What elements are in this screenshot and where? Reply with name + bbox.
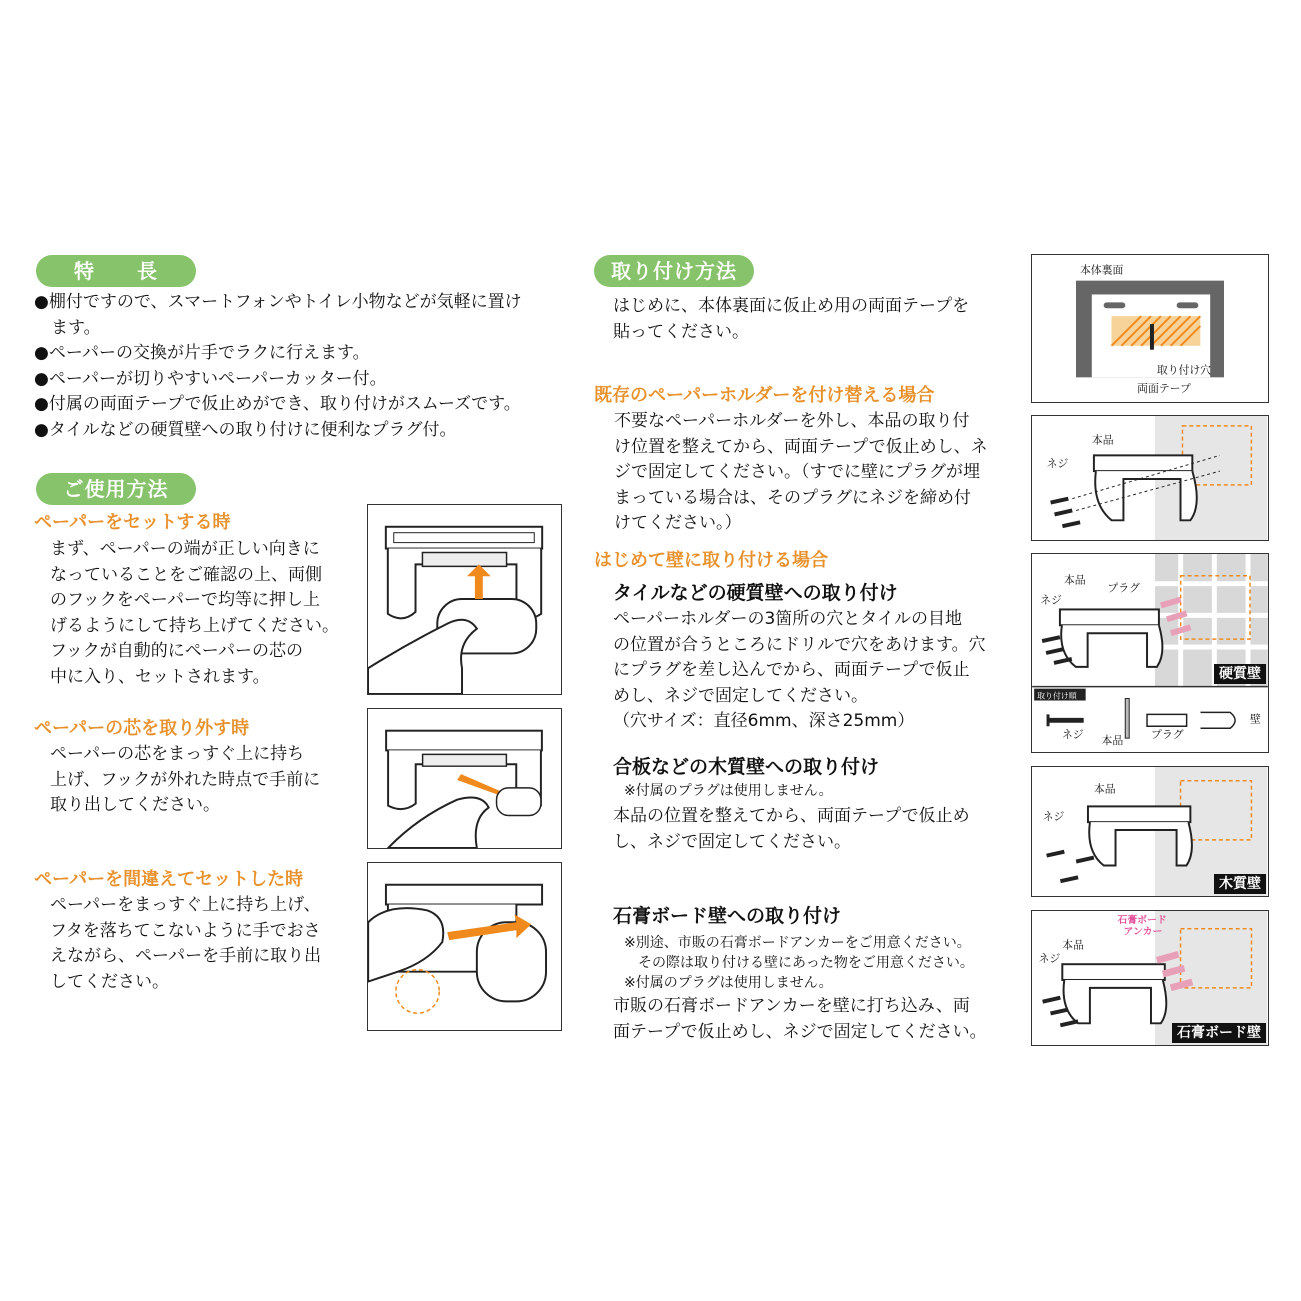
remove-title: ペーパーの芯を取り外す時 bbox=[34, 718, 250, 739]
gypsum-note: ※別途、市販の石膏ボードアンカーをご用意ください。 その際は取り付ける壁にあった物をご用意ください。 ※付属のプラグは使用しません。 bbox=[624, 935, 974, 991]
hard-wall-icon bbox=[1032, 554, 1268, 752]
illustration-mistake bbox=[367, 862, 562, 1031]
back-title-label: 本体裏面 bbox=[1079, 263, 1124, 277]
holder-hand-icon bbox=[368, 505, 561, 694]
wood-title: 合板などの木質壁への取り付け bbox=[613, 756, 880, 778]
diagram-gypsum-wall bbox=[1031, 910, 1269, 1046]
anchor-label-1: 石膏ボード bbox=[1117, 914, 1167, 926]
replace-product-label: 本品 bbox=[1091, 433, 1114, 447]
wood-screw-label: ネジ bbox=[1042, 810, 1065, 824]
hard-screw-label: ネジ bbox=[1040, 593, 1062, 607]
replace-body: 不要なペーパーホルダーを外し、本品の取り付 け位置を整えてから、両面テープで仮止めし、ネ ジで固定してください。（すでに壁にプラグが埋 まっている場合は、そのプラグにネジを締め付 けてください。） bbox=[614, 411, 988, 533]
set-body: まず、ペーパーの端が正しい向きに なっていることをご確認の上、両側 のフックをペーパーで均等に押し上 げるようにして持ち上げてください。 フックが自動的にペーパーの芯の 中に入り、セットされます。 bbox=[50, 539, 339, 687]
gypsum-product-label: 本品 bbox=[1062, 938, 1084, 952]
features-list bbox=[34, 290, 579, 443]
diagram-hard-wall bbox=[1031, 553, 1269, 753]
order-product-label: 本品 bbox=[1101, 734, 1124, 748]
wood-wall-tag: 木質壁 bbox=[1214, 874, 1266, 894]
diagram-back-side bbox=[1031, 254, 1269, 403]
gypsum-screw-label: ネジ bbox=[1038, 952, 1061, 966]
install-heading: 取り付け方法 bbox=[594, 255, 754, 287]
hard-product-label: 本品 bbox=[1063, 573, 1086, 587]
remove-body: ペーパーの芯をまっすぐ上に持ち 上げ、フックが外れた時点で手前に 取り出してください。 bbox=[50, 744, 321, 815]
anchor-label-2: アンカー bbox=[1123, 926, 1163, 938]
install-intro: はじめに、本体裏面に仮止め用の両面テープを 貼ってください。 bbox=[613, 296, 970, 342]
replace-screw-label: ネジ bbox=[1046, 457, 1069, 471]
order-screw-label: ネジ bbox=[1061, 728, 1084, 742]
hard-wall-tag: 硬質壁 bbox=[1214, 664, 1266, 684]
feature-item: ●棚付ですので、スマートフォンやトイレ小物などが気軽に置け ます。 bbox=[34, 292, 522, 338]
feature-item: ●ペーパーの交換が片手でラクに行えます。 bbox=[34, 343, 370, 363]
holder-core-icon bbox=[368, 709, 561, 848]
diagram-replace bbox=[1031, 415, 1269, 541]
back-side-icon bbox=[1032, 255, 1268, 402]
order-title-label: 取り付け順 bbox=[1037, 691, 1077, 701]
holder-hold-lid-icon bbox=[368, 863, 561, 1030]
first-title: はじめて壁に取り付ける場合 bbox=[594, 550, 828, 571]
usage-heading: ご使用方法 bbox=[36, 473, 196, 505]
wood-product-label: 本品 bbox=[1093, 782, 1116, 796]
illustration-remove-core bbox=[367, 708, 562, 849]
feature-item: ●ペーパーが切りやすいペーパーカッター付。 bbox=[34, 368, 387, 389]
gypsum-title: 石膏ボード壁への取り付け bbox=[613, 905, 842, 927]
hard-plug-label: プラグ bbox=[1107, 581, 1141, 595]
gypsum-body: 市販の石膏ボードアンカーを壁に打ち込み、両 面テープで仮止めし、ネジで固定してください。 bbox=[613, 996, 987, 1042]
feature-item: ●付属の両面テープで仮止めができ、取り付けがスムーズです。 bbox=[34, 394, 521, 414]
order-wall-label: 壁 bbox=[1249, 712, 1261, 726]
order-plug-label: プラグ bbox=[1150, 728, 1184, 742]
illustration-set-paper bbox=[367, 504, 562, 695]
set-title: ペーパーをセットする時 bbox=[34, 512, 231, 533]
tape-label: 両面テープ bbox=[1137, 382, 1191, 396]
diagram-wood-wall bbox=[1031, 766, 1269, 897]
mistake-body: ペーパーをまっすぐ上に持ち上げ、 フタを落ちてこないように手でおさ えながら、ペーパーを手前に取り出 してください。 bbox=[50, 895, 322, 992]
replace-install-icon bbox=[1032, 416, 1268, 540]
mistake-title: ペーパーを間違えてセットした時 bbox=[34, 869, 304, 890]
wood-note: ※付属のプラグは使用しません。 bbox=[624, 783, 833, 799]
gypsum-wall-tag: 石膏ボード壁 bbox=[1172, 1023, 1266, 1043]
features-heading: 特 長 bbox=[36, 255, 196, 287]
wood-body: 本品の位置を整えてから、両面テープで仮止め し、ネジで固定してください。 bbox=[613, 806, 970, 852]
hard-body: ペーパーホルダーの3箇所の穴とタイルの目地 の位置が合うところにドリルで穴をあけます。穴 にプラグを差し込んでから、両面テープで仮止 めし、ネジで固定してください。 （穴サイズ：直径6mm、深さ25mm） bbox=[613, 609, 986, 731]
hole-label: 取り付け穴 bbox=[1156, 363, 1212, 377]
feature-item: ●タイルなどの硬質壁への取り付けに便利なプラグ付。 bbox=[34, 419, 457, 440]
hard-title: タイルなどの硬質壁への取り付け bbox=[613, 582, 898, 604]
replace-title: 既存のペーパーホルダーを付け替える場合 bbox=[594, 385, 935, 406]
